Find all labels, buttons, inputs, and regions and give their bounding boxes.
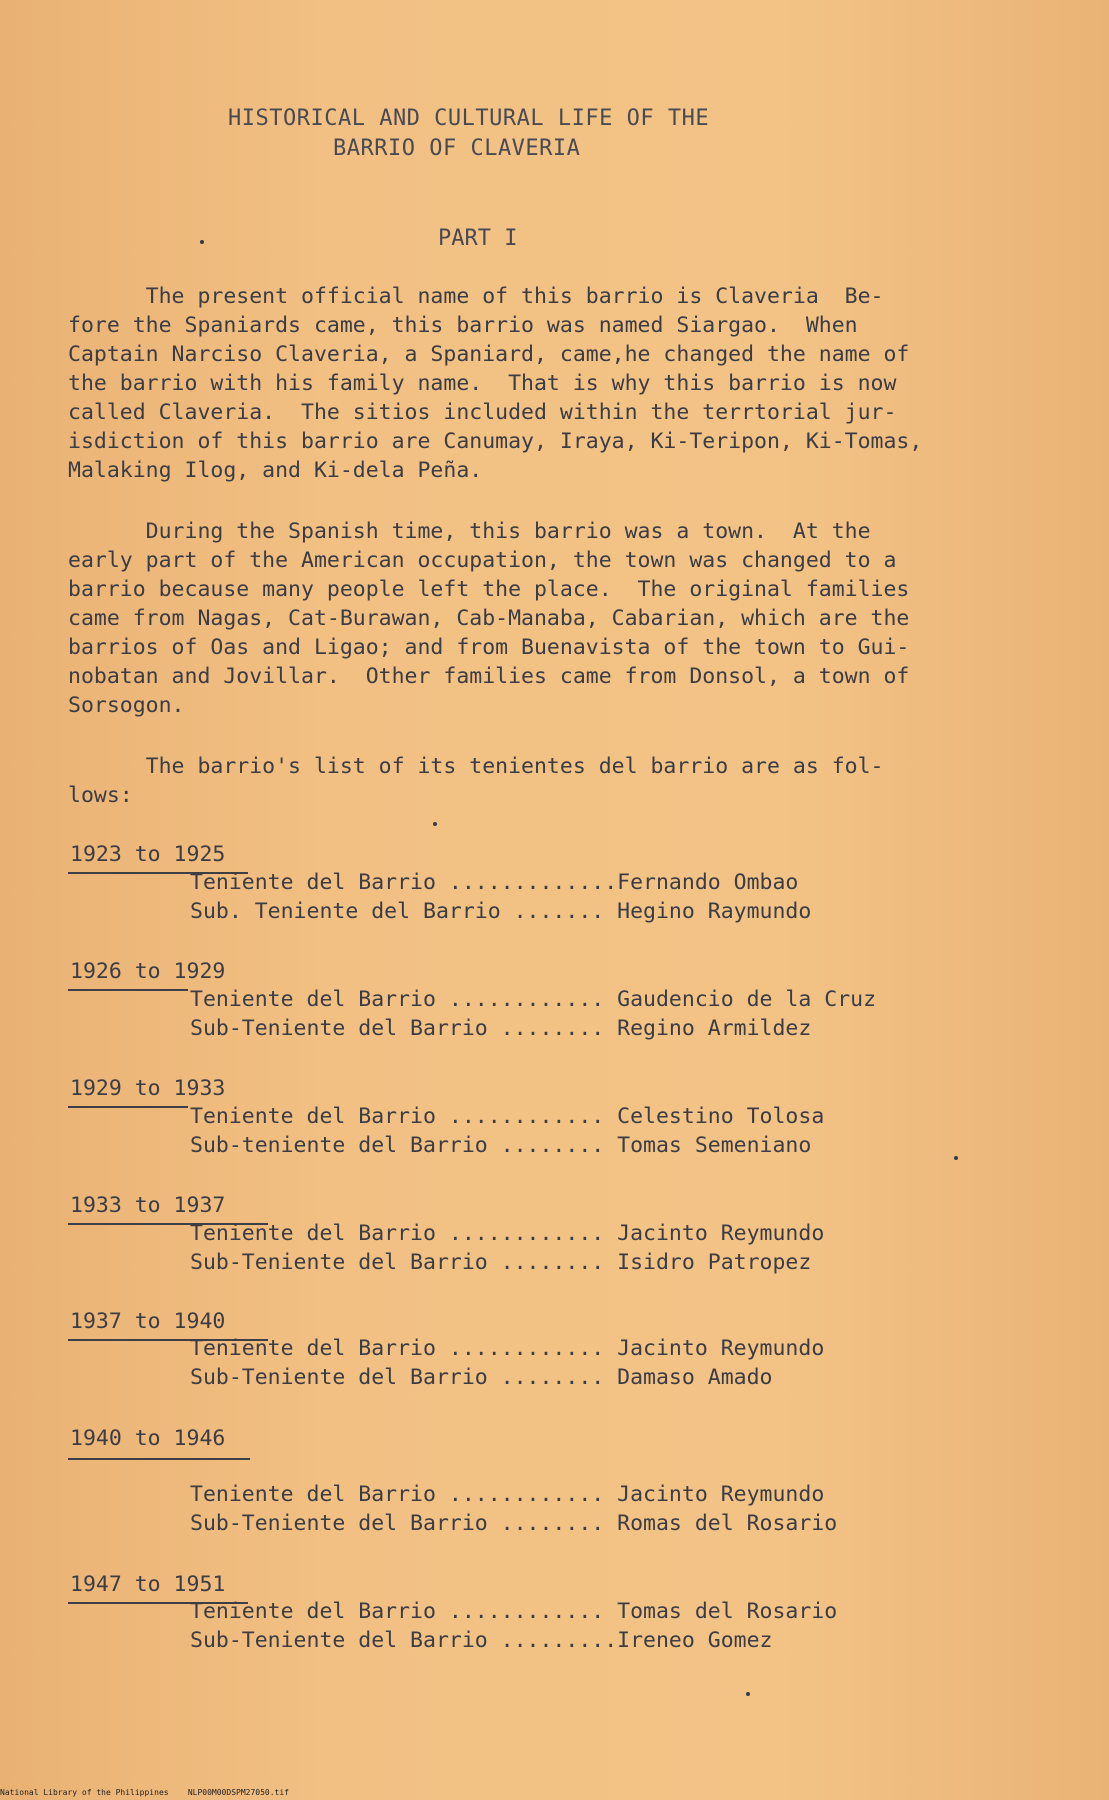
ink-speck	[954, 1156, 958, 1160]
official-name: Tomas Semeniano	[617, 1133, 812, 1158]
sub-teniente-row	[190, 1509, 837, 1538]
role-label: Sub-Teniente del Barrio ........	[190, 1511, 618, 1536]
sub-teniente-row	[190, 1248, 811, 1277]
teniente-row	[190, 1334, 824, 1363]
document-title	[228, 104, 748, 164]
term-period: 1929 to 1933	[70, 1076, 226, 1101]
role-label: Teniente del Barrio ............	[190, 1221, 618, 1246]
title-line-1: HISTORICAL AND CULTURAL LIFE OF THE	[228, 106, 710, 131]
sub-teniente-row	[190, 1131, 811, 1160]
role-label: Teniente del Barrio ............	[190, 987, 618, 1012]
teniente-row	[190, 985, 876, 1014]
official-name: Jacinto Reymundo	[617, 1221, 825, 1246]
title-line-2: BARRIO OF CLAVERIA	[333, 136, 581, 161]
teniente-row	[190, 1597, 837, 1626]
text-line: nobatan and Jovillar. Other families came from Donsol, a town of	[68, 664, 910, 689]
role-label: Teniente del Barrio ............	[190, 1482, 618, 1507]
text-line: The barrio's list of its tenientes del barrio are as fol-	[68, 754, 884, 779]
period-underline	[68, 1458, 250, 1460]
teniente-row	[190, 1219, 824, 1248]
role-label: Sub-teniente del Barrio ........	[190, 1133, 618, 1158]
paragraph-1	[68, 282, 1028, 485]
text-line: fore the Spaniards came, this barrio was named Siargao. When	[68, 313, 858, 338]
text-line: lows:	[68, 783, 133, 808]
text-line: Malaking Ilog, and Ki-dela Peña.	[68, 458, 483, 483]
official-name: Damaso Amado	[617, 1365, 773, 1390]
role-label: Teniente del Barrio ............	[190, 1104, 618, 1129]
official-name: Isidro Patropez	[617, 1250, 812, 1275]
teniente-row	[190, 868, 798, 897]
official-name: Jacinto Reymundo	[617, 1336, 825, 1361]
period-underline	[68, 989, 188, 991]
role-label: Sub-Teniente del Barrio ........	[190, 1365, 618, 1390]
text-line: Captain Narciso Claveria, a Spaniard, came,he changed the name of	[68, 342, 910, 367]
role-label: Teniente del Barrio .............	[190, 870, 618, 895]
term-period: 1923 to 1925	[70, 842, 226, 867]
role-label: Teniente del Barrio ............	[190, 1599, 618, 1624]
teniente-row	[190, 1102, 824, 1131]
sub-teniente-row	[190, 1363, 773, 1392]
text-line: During the Spanish time, this barrio was a town. At the	[68, 519, 871, 544]
text-line: called Claveria. The sitios included within the terrtorial jur-	[68, 400, 897, 425]
ink-speck	[200, 240, 204, 244]
official-name: Fernando Ombao	[617, 870, 799, 895]
sub-teniente-row	[190, 897, 811, 926]
text-line: isdiction of this barrio are Canumay, Iraya, Ki-Teripon, Ki-Tomas,	[68, 429, 923, 454]
text-line: The present official name of this barrio is Claveria Be-	[68, 284, 884, 309]
official-name: Ireneo Gomez	[617, 1628, 773, 1653]
official-name: Regino Armildez	[617, 1016, 812, 1041]
role-label: Sub-Teniente del Barrio .........	[190, 1628, 618, 1653]
role-label: Sub-Teniente del Barrio ........	[190, 1016, 618, 1041]
sub-teniente-row	[190, 1626, 773, 1655]
text-line: came from Nagas, Cat-Burawan, Cab-Manaba, Cabarian, which are the	[68, 606, 910, 631]
term-period: 1940 to 1946	[70, 1426, 226, 1451]
role-label: Sub. Teniente del Barrio .......	[190, 899, 618, 924]
paragraph-2	[68, 517, 1028, 720]
paragraph-3	[68, 752, 1028, 810]
part-heading: PART I	[438, 226, 518, 251]
term-period: 1937 to 1940	[70, 1309, 226, 1334]
official-name: Jacinto Reymundo	[617, 1482, 825, 1507]
text-line: barrios of Oas and Ligao; and from Buenavista of the town to Gui-	[68, 635, 910, 660]
teniente-row	[190, 1480, 824, 1509]
official-name: Hegino Raymundo	[617, 899, 812, 924]
term-period: 1926 to 1929	[70, 959, 226, 984]
text-line: early part of the American occupation, the town was changed to a	[68, 548, 897, 573]
official-name: Tomas del Rosario	[617, 1599, 838, 1624]
period-underline	[68, 1106, 188, 1108]
ink-speck	[433, 822, 437, 826]
official-name: Celestino Tolosa	[617, 1104, 825, 1129]
term-period: 1947 to 1951	[70, 1572, 226, 1597]
ink-speck	[746, 1692, 750, 1696]
archive-footer: National Library of the Philippines NLP00M00DSPM27050.tif	[0, 1788, 289, 1797]
role-label: Sub-Teniente del Barrio ........	[190, 1250, 618, 1275]
official-name: Gaudencio de la Cruz	[617, 987, 877, 1012]
role-label: Teniente del Barrio ............	[190, 1336, 618, 1361]
sub-teniente-row	[190, 1014, 811, 1043]
text-line: Sorsogon.	[68, 693, 185, 718]
term-period: 1933 to 1937	[70, 1193, 226, 1218]
text-line: barrio because many people left the place. The original families	[68, 577, 910, 602]
text-line: the barrio with his family name. That is why this barrio is now	[68, 371, 897, 396]
official-name: Romas del Rosario	[617, 1511, 838, 1536]
